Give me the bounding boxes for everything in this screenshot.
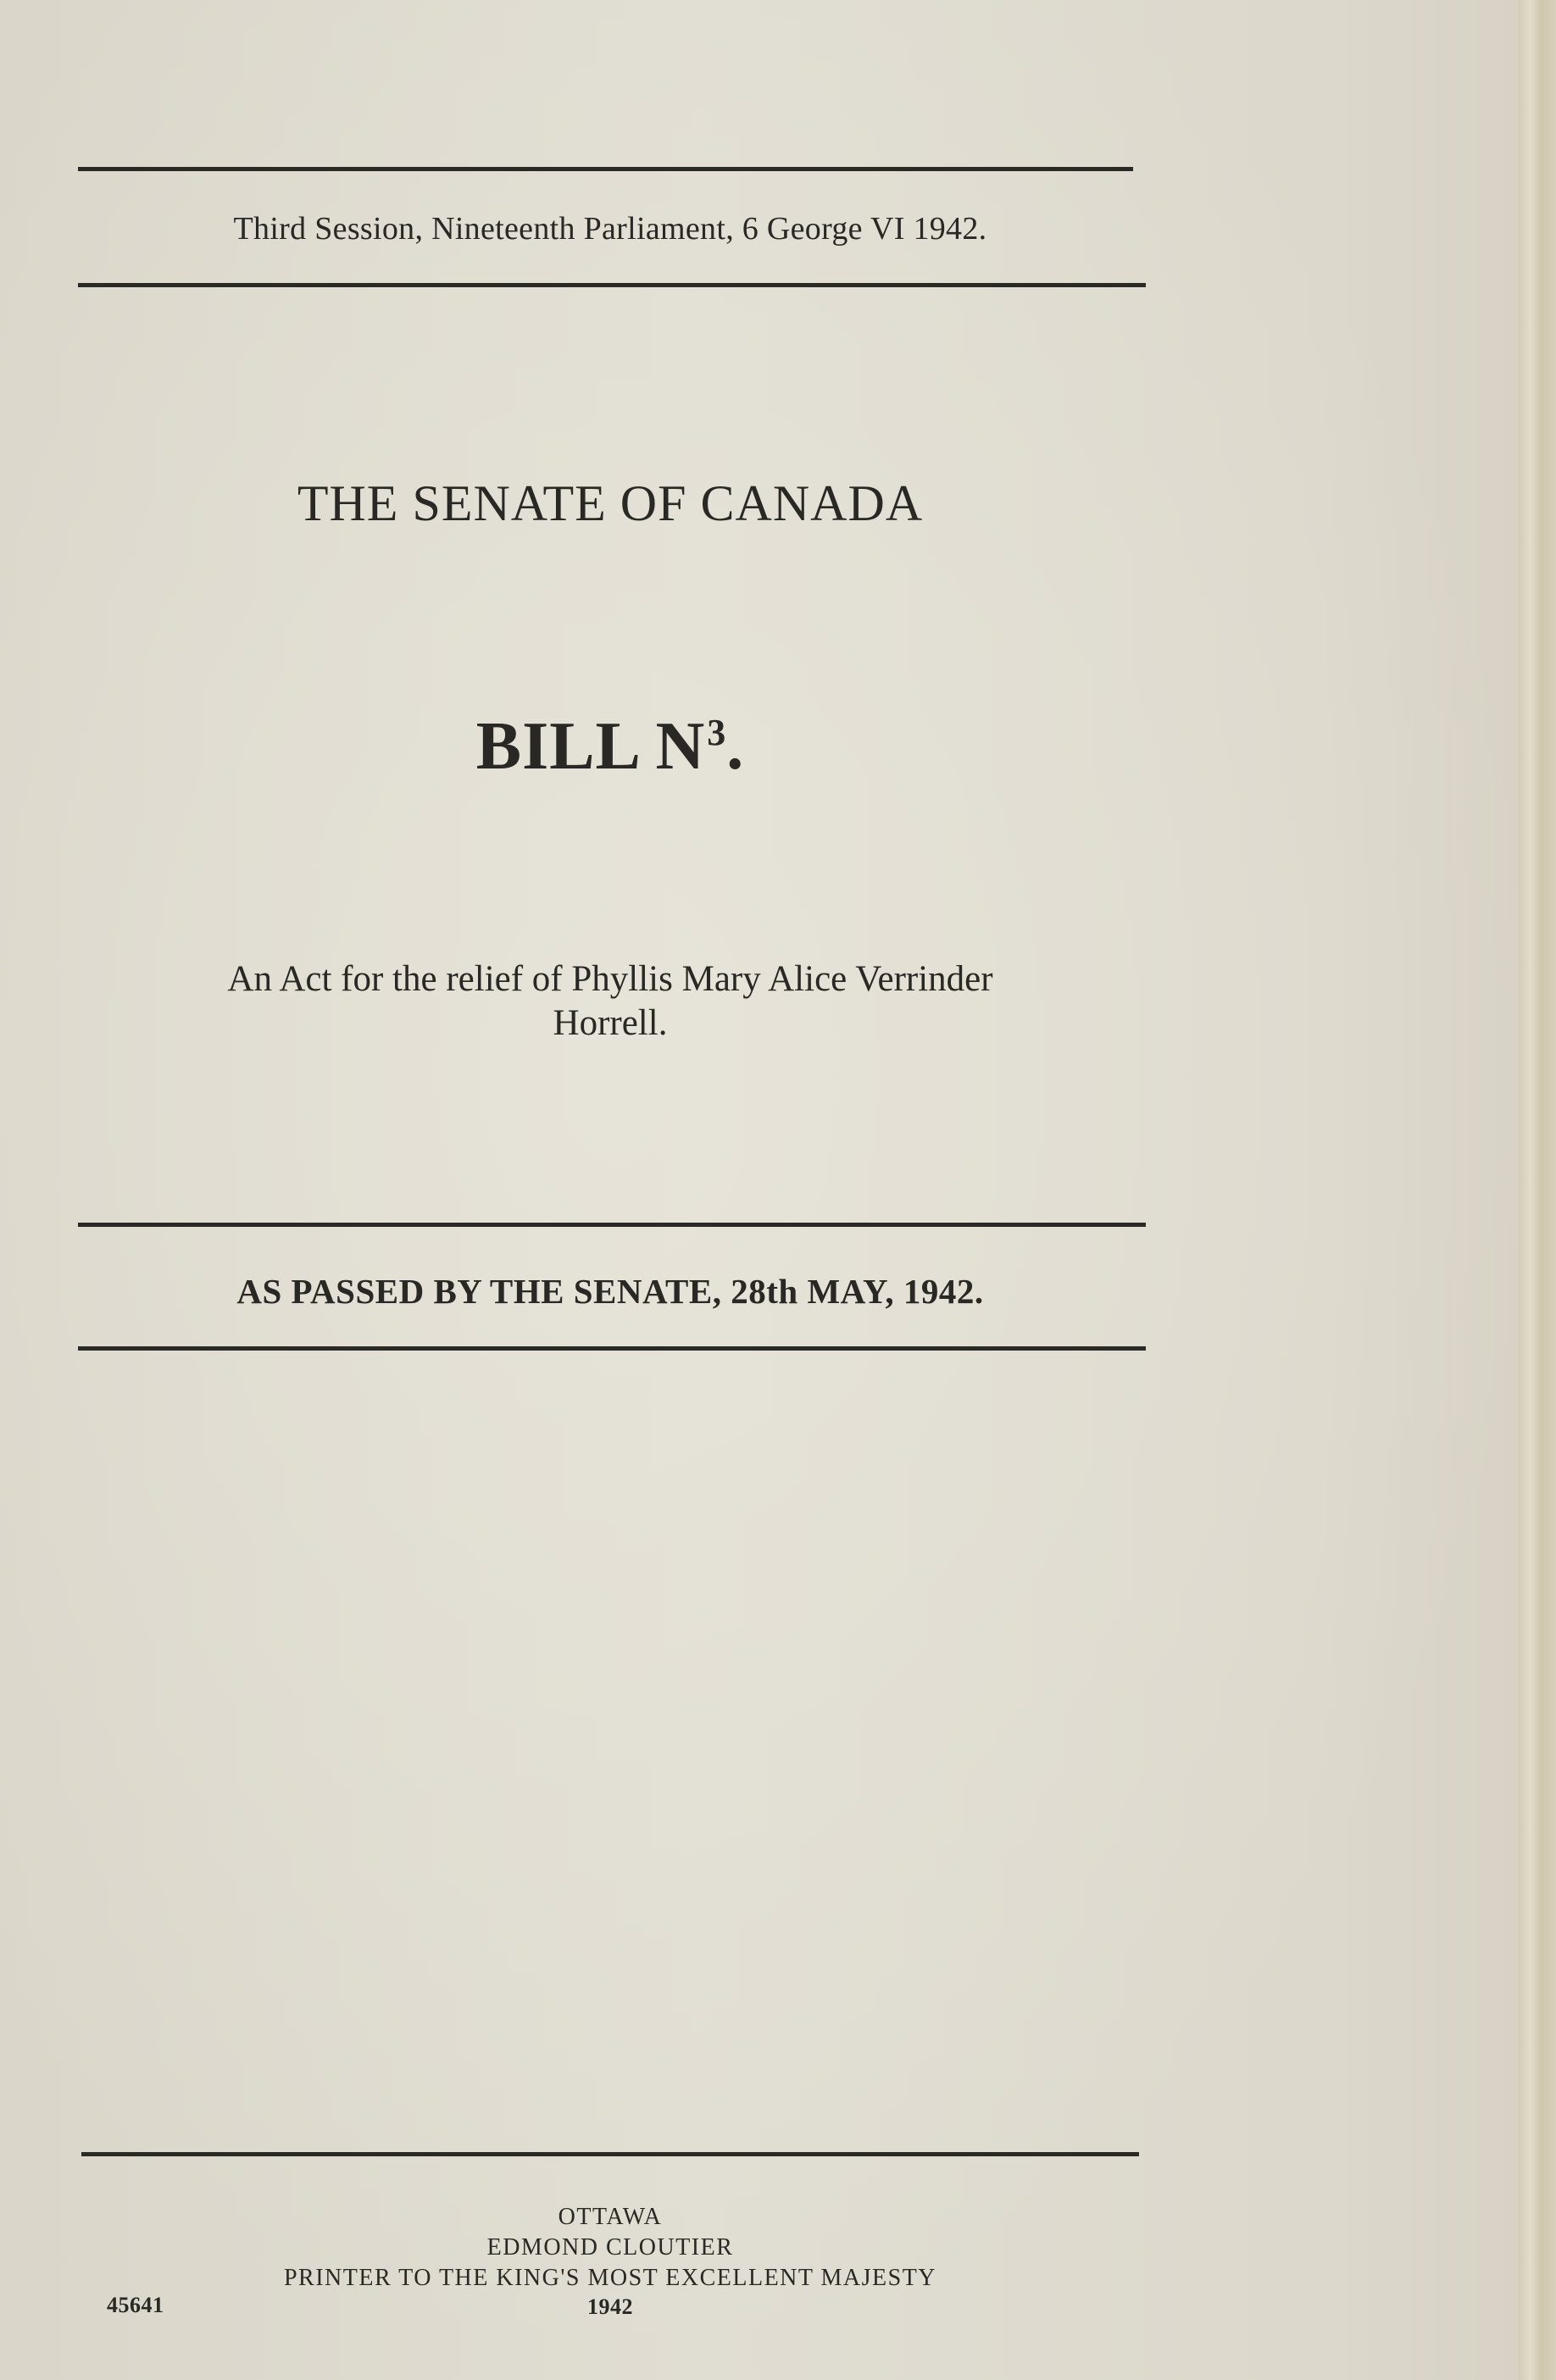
session-line: Third Session, Nineteenth Parliament, 6 George VI 1942. — [233, 211, 987, 247]
bill-number-heading — [76, 708, 1144, 785]
passed-status-line: AS PASSED BY THE SENATE, 28th MAY, 1942. — [236, 1272, 984, 1311]
stock-number: 45641 — [107, 2293, 164, 2317]
senate-heading: THE SENATE OF CANADA — [297, 475, 924, 531]
bill-label: BILL N — [475, 709, 706, 784]
top-rule — [78, 167, 1133, 171]
act-title-line-2: Horrell. — [553, 1003, 668, 1043]
imprint-printer-title: PRINTER TO THE KING'S MOST EXCELLENT MAJESTY — [283, 2265, 937, 2291]
act-title-line-1: An Act for the relief of Phyllis Mary Alice Verrinder — [227, 959, 993, 999]
imprint-printer-name: EDMOND CLOUTIER — [486, 2234, 734, 2261]
act-title — [76, 957, 1144, 1046]
bill-number: 3 — [707, 712, 727, 753]
imprint-city: OTTAWA — [558, 2204, 663, 2230]
session-bottom-rule — [78, 283, 1146, 287]
bill-suffix: . — [726, 709, 745, 784]
imprint-year: 1942 — [587, 2294, 633, 2319]
page-edge — [1519, 0, 1556, 2380]
passed-top-rule — [78, 1223, 1146, 1227]
imprint-top-rule — [81, 2152, 1139, 2156]
passed-bottom-rule — [78, 1346, 1146, 1351]
